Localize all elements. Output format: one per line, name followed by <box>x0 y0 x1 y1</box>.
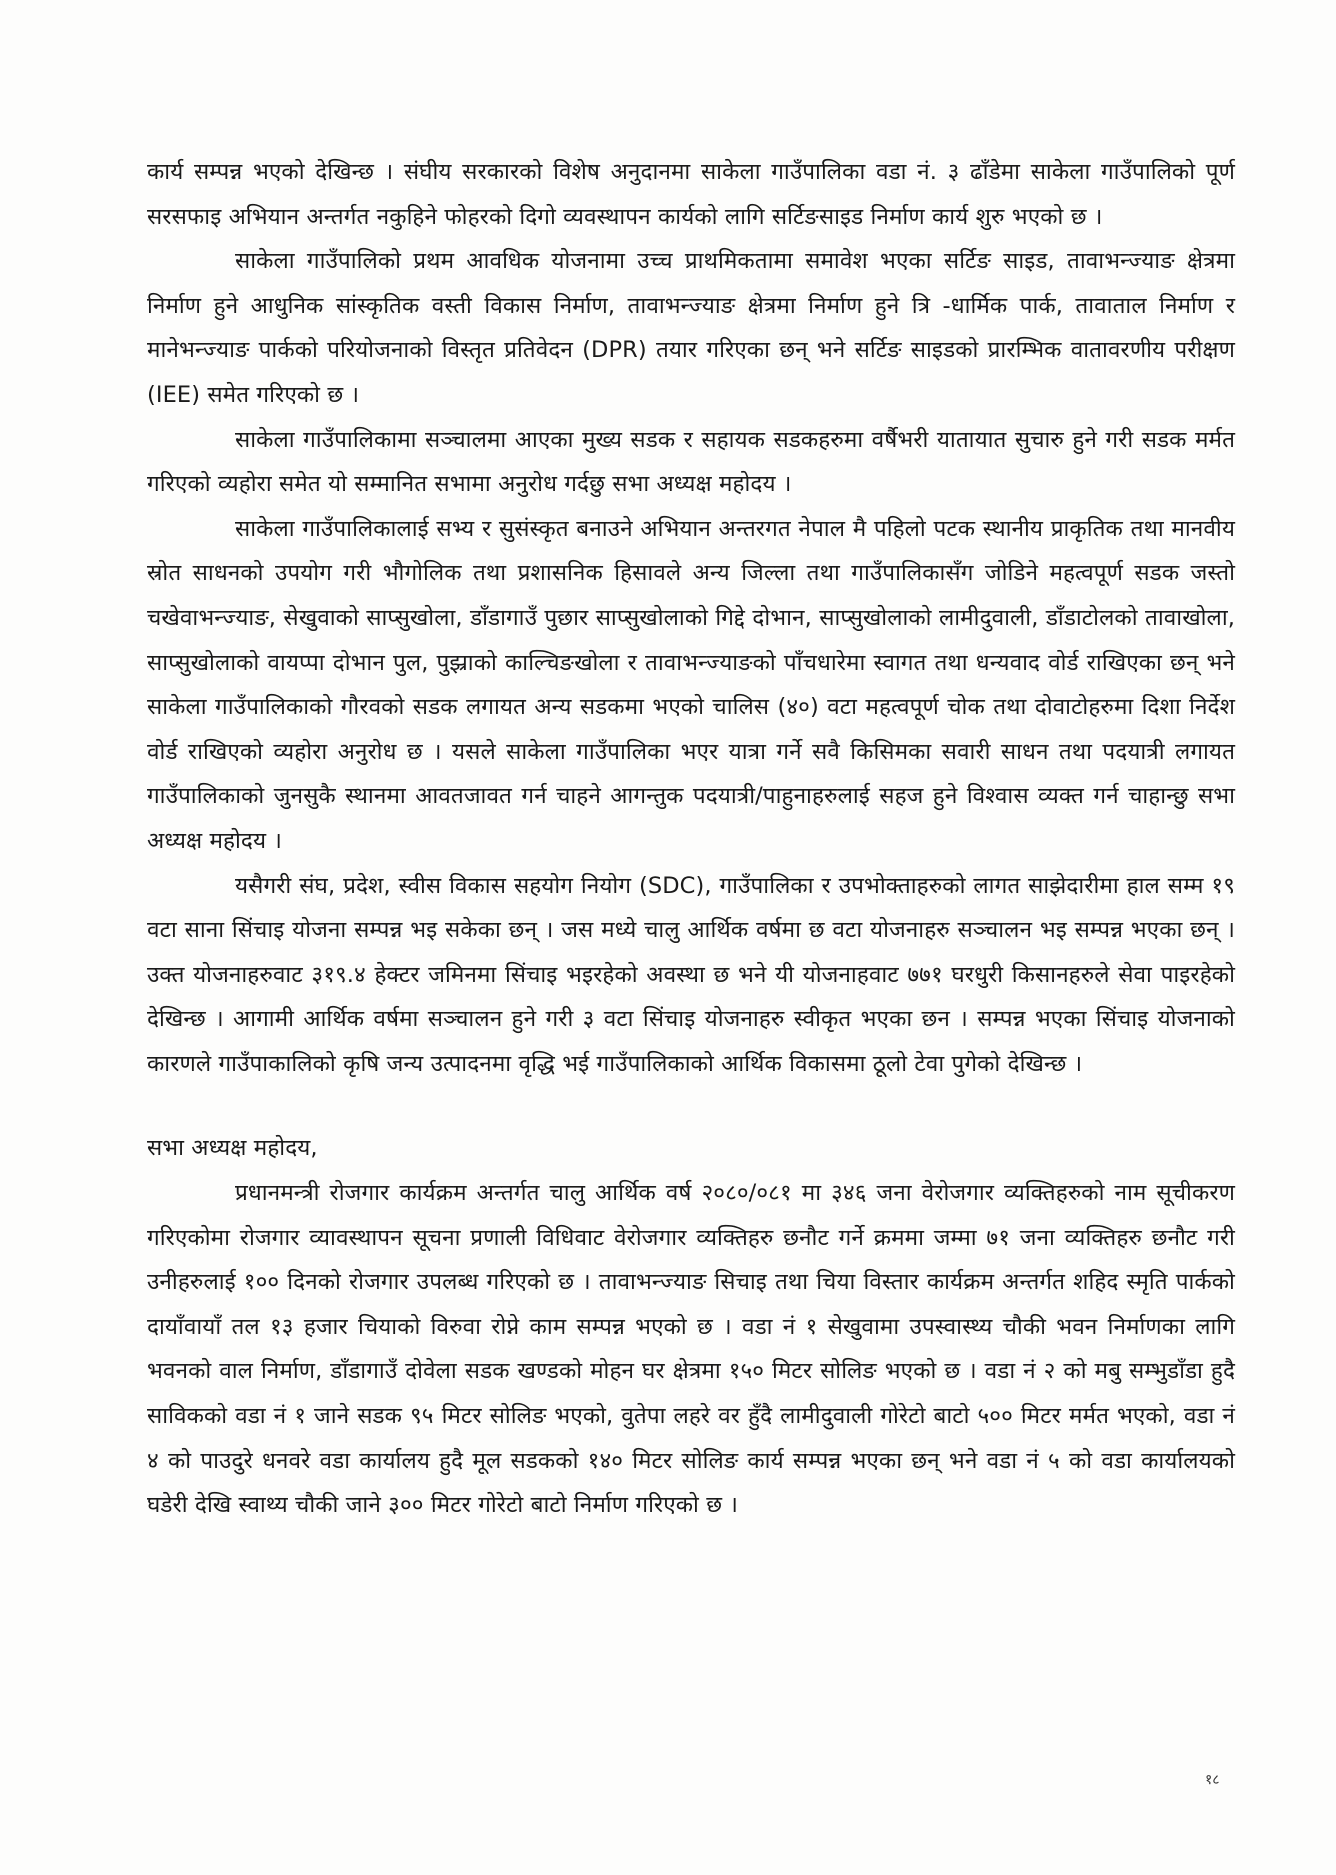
paragraph-irrigation: यसैगरी संघ, प्रदेश, स्वीस विकास सहयोग नियोग (SDC), गाउँपालिका र उपभोक्ताहरुको लागत साझेदारीमा हाल सम्म १९ वटा साना सिंचाइ योजना सम्पन्न भइ सकेका छन् । जस मध्ये चालु आर्थिक वर्षमा छ वटा योजनाहरु सञ्चालन भइ सम्पन्न भएका छन् । उक्त योजनाहरुवाट ३१९.४ हेक्टर जमिनमा सिंचाइ भइरहेको अवस्था छ भने यी योजनाहवाट ७७१ घरधुरी किसानहरुले सेवा पाइरहेको देखिन्छ । आगामी आर्थिक वर्षमा सञ्चालन हुने गरी ३ वटा सिंचाइ योजनाहरु स्वीकृत भएका छन । सम्पन्न भएका सिंचाइ योजनाको कारणले गाउँपाकालिको कृषि जन्य उत्पादनमा वृद्धि भई गाउँपालिकाको आर्थिक विकासमा ठूलो टेवा पुगेको देखिन्छ । <box>147 872 1235 1077</box>
paragraph-employment-program: प्रधानमन्त्री रोजगार कार्यक्रम अन्तर्गत चालु आर्थिक वर्ष २०८०/०८१ मा ३४६ जना वेरोजगार व्यक्तिहरुको नाम सूचीकरण गरिएकोमा रोजगार व्यावस्थापन सूचना प्रणाली विधिवाट वेरोजगार व्यक्तिहरु छनौट गर्ने क्रममा जम्मा ७१ जना व्यक्तिहरु छनौट गरी उनीहरुलाई १०० दिनको रोजगार उपलब्ध गरिएको छ । तावाभन्ज्याङ सिचाइ तथा चिया विस्तार कार्यक्रम अन्तर्गत शहिद स्मृति पार्कको दायाँवायाँ तल १३ हजार चियाको विरुवा रोप्ने काम सम्पन्न भएको छ । वडा नं १ सेखुवामा उपस्वास्थ्य चौकी भवन निर्माणका लागि भवनको वाल निर्माण, डाँडागाउँ दोवेला सडक खण्डको मोहन घर क्षेत्रमा १५० मिटर सोलिङ भएको छ । वडा नं २ को मबु सम्भुडाँडा हुदै साविकको वडा नं १ जाने सडक ९५ मिटर सोलिङ भएको, वुतेपा लहरे वर हुँदै लामीदुवाली गोरेटो बाटो ५०० मिटर मर्मत भएको, वडा नं ४ को पाउदुरे धनवरे वडा कार्यालय हुदै मूल सडकको १४० मिटर सोलिङ कार्य सम्पन्न भएका छन् भने वडा नं ५ को वडा कार्यालयको घडेरी देखि स्वाथ्य चौकी जाने ३०० मिटर गोरेटो बाटो निर्माण गरिएको छ । <box>147 1180 1235 1519</box>
salutation: सभा अध्यक्ष महोदय, <box>147 1135 318 1162</box>
paragraph-periodic-plan: साकेला गाउँपालिको प्रथम आवधिक योजनामा उच्च प्राथमिकतामा समावेश भएका सर्टिङ साइड, तावाभन्ज्याङ क्षेत्रमा निर्माण हुने आधुनिक सांस्कृतिक वस्ती विकास निर्माण, तावाभन्ज्याङ क्षेत्रमा निर्माण हुने त्रि -धार्मिक पार्क, तावाताल निर्माण र मानेभन्ज्याङ पार्कको परियोजनाको विस्तृत प्रतिवेदन (DPR) तयार गरिएका छन् भने सर्टिङ साइडको प्रारम्भिक वातावरणीय परीक्षण (IEE) समेत गरिएको छ । <box>147 248 1235 408</box>
document-body <box>147 150 1235 1528</box>
paragraph-continuation: कार्य सम्पन्न भएको देखिन्छ । संघीय सरकारको विशेष अनुदानमा साकेला गाउँपालिका वडा नं. ३ ढाँडेमा साकेला गाउँपालिको पूर्ण सरसफाइ अभियान अन्तर्गत नकुहिने फोहरको दिगो व्यवस्थापन कार्यको लागि सर्टिङसाइड निर्माण कार्य शुरु भएको छ । <box>147 159 1235 230</box>
paragraph-welcome-boards: साकेला गाउँपालिकालाई सभ्य र सुसंस्कृत बनाउने अभियान अन्तरगत नेपाल मै पहिलो पटक स्थानीय प्राकृतिक तथा मानवीय स्रोत साधनको उपयोग गरी भौगोलिक तथा प्रशासनिक हिसावले अन्य जिल्ला तथा गाउँपालिकासँग जोडिने महत्वपूर्ण सडक जस्तो चखेवाभन्ज्याङ, सेखुवाको साप्सुखोला, डाँडागाउँ पुछार साप्सुखोलाको गिद्दे दोभान, साप्सुखोलाको लामीदुवाली, डाँडाटोलको तावाखोला, साप्सुखोलाको वायप्पा दोभान पुल, पुझ्राको काल्चिङखोला र तावाभन्ज्याङको पाँचधारेमा स्वागत तथा धन्यवाद वोर्ड राखिएका छन् भने साकेला गाउँपालिकाको गौरवको सडक लगायत अन्य सडकमा भएको चालिस (४०) वटा महत्वपूर्ण चोक तथा दोवाटोहरुमा दिशा निर्देश वोर्ड राखिएको व्यहोरा अनुरोध छ । यसले साकेला गाउँपालिका भएर यात्रा गर्ने सवै किसिमका सवारी साधन तथा पदयात्री लगायत गाउँपालिकाको जुनसुकै स्थानमा आवतजावत गर्न चाहने आगन्तुक पदयात्री/पाहुनाहरुलाई सहज हुने विश्वास व्यक्त गर्न चाहान्छु सभा अध्यक्ष महोदय । <box>147 515 1235 854</box>
page-number: १८ <box>1205 1772 1220 1788</box>
paragraph-road-maintenance: साकेला गाउँपालिकामा सञ्चालमा आएका मुख्य सडक र सहायक सडकहरुमा वर्षैभरी यातायात सुचारु हुने गरी सडक मर्मत गरिएको व्यहोरा समेत यो सम्मानित सभामा अनुरोध गर्दछु सभा अध्यक्ष महोदय । <box>147 426 1235 498</box>
